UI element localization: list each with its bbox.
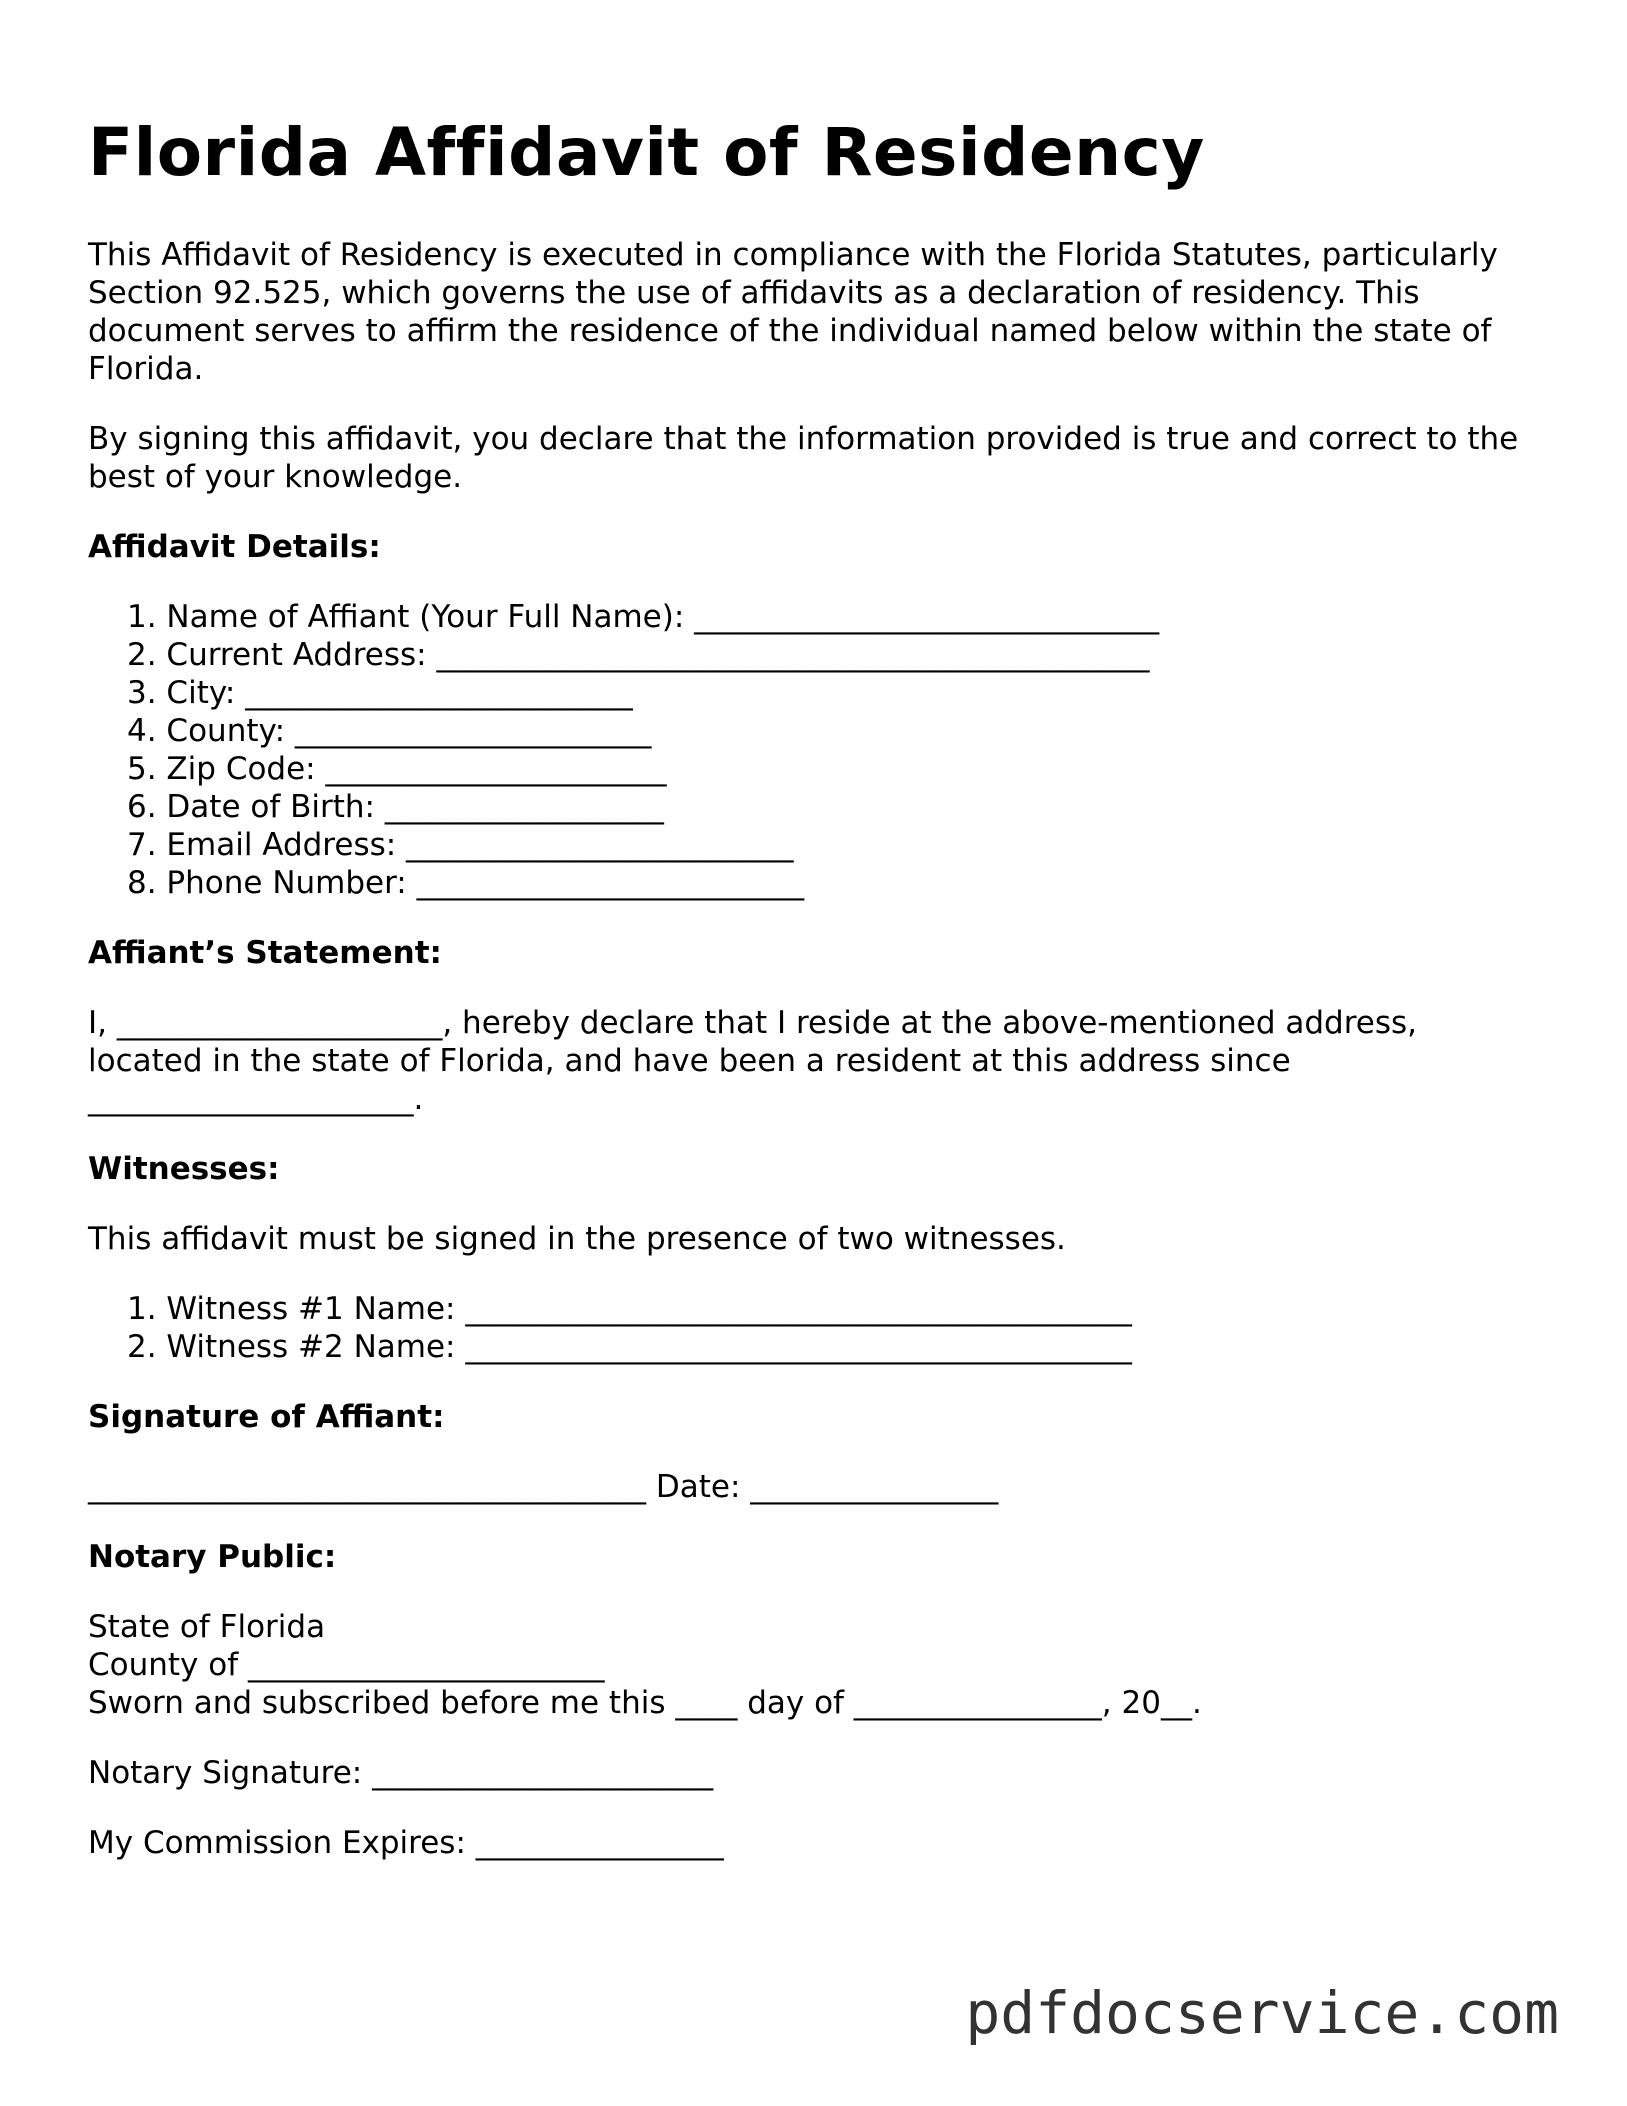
intro-paragraph: This Affidavit of Residency is executed in compliance with the Florida Statutes, particularly Section 92.525, which governs the use of affidavits as a declaration of residency. This document serves to affirm the residence of the individual named below within the state of Florida. xyxy=(88,237,1498,387)
field-email-address: 7. Email Address: _________________________ xyxy=(127,827,794,863)
notary-signature-line: Notary Signature: ______________________ xyxy=(88,1755,714,1791)
declaration-paragraph: By signing this affidavit, you declare that the information provided is true and correct to the best of your knowledge. xyxy=(88,421,1519,495)
watermark-text: pdfdocservice.com xyxy=(965,1979,1559,2047)
field-current-address: 2. Current Address: ______________________________________________ xyxy=(127,637,1150,673)
statement-line-2: located in the state of Florida, and have been a resident at this address since xyxy=(88,1043,1291,1079)
signature-heading: Signature of Affiant: xyxy=(88,1399,445,1435)
notary-state: State of Florida xyxy=(88,1609,326,1645)
field-date-of-birth: 6. Date of Birth: __________________ xyxy=(127,789,664,825)
affidavit-details-heading: Affidavit Details: xyxy=(88,529,381,565)
notary-block xyxy=(88,1608,1538,1722)
field-zip-code: 5. Zip Code: ______________________ xyxy=(127,751,667,787)
affidavit-details-list xyxy=(88,598,1538,902)
notary-sworn-line: Sworn and subscribed before me this ____ day of ________________, 20__. xyxy=(88,1685,1202,1721)
notary-commission-line: My Commission Expires: ________________ xyxy=(88,1825,724,1861)
affiant-statement-heading: Affiant’s Statement: xyxy=(88,935,442,971)
field-witness-1-name: 1. Witness #1 Name: ___________________________________________ xyxy=(127,1291,1132,1327)
document-title: Florida Affidavit of Residency xyxy=(88,114,1205,191)
statement-line-3: _____________________. xyxy=(88,1081,424,1117)
witnesses-instruction: This affidavit must be signed in the presence of two witnesses. xyxy=(88,1221,1066,1257)
signature-date-line: ____________________________________ Date: ________________ xyxy=(88,1469,999,1505)
field-city: 3. City: _________________________ xyxy=(127,675,633,711)
field-witness-2-name: 2. Witness #2 Name: ___________________________________________ xyxy=(127,1329,1132,1365)
witnesses-heading: Witnesses: xyxy=(88,1151,280,1187)
statement-line-1: I, _____________________, hereby declare that I reside at the above-mentioned address, xyxy=(88,1005,1418,1041)
document-page xyxy=(88,108,1538,1894)
notary-county: County of _______________________ xyxy=(88,1647,605,1683)
field-county: 4. County: _______________________ xyxy=(127,713,652,749)
affiant-statement-paragraph xyxy=(88,1004,1538,1118)
field-phone-number: 8. Phone Number: _________________________ xyxy=(127,865,805,901)
field-affiant-name: 1. Name of Affiant (Your Full Name): ______________________________ xyxy=(127,599,1160,635)
witnesses-list xyxy=(88,1290,1538,1366)
notary-heading: Notary Public: xyxy=(88,1539,337,1575)
